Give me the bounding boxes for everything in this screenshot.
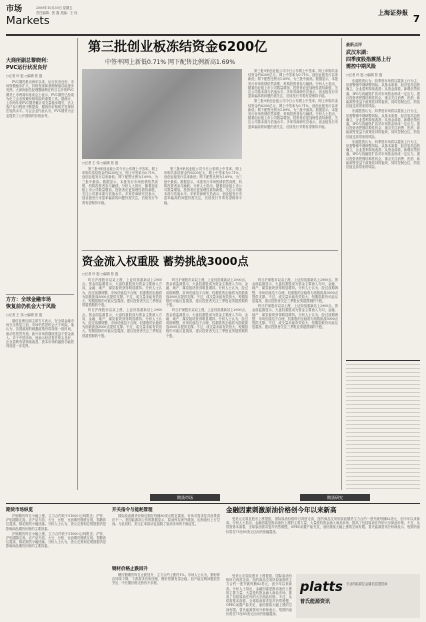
mid-body-col1 [82, 278, 162, 488]
brief-body [6, 514, 106, 618]
story2-body [6, 319, 74, 491]
story1-title [6, 58, 74, 72]
bottom-main-body-lower [226, 574, 292, 618]
mid-paragraph-3: 昨日沪深股市双双上涨，上证综指重新站上2900点。资金面监测显示，大盘权重股成为资金主要流入方向，金融、地产、煤炭板块获得明显增持。分析人士认为，经过前期调整，市场估值趋于合理，权重股的企稳将为指数挑战3000点提供支撑。不过，成交量未能有效放大，短期指数仍可能反复震荡，建议投资者关注三季报业绩超预期的个股。 [166, 278, 248, 308]
right-byline: ○记者 叶 挺 ○编辑 张 磊 [346, 73, 383, 77]
section-name-en: Markets [6, 14, 50, 27]
right-paragraph: 东湖投资认为，四季度市场将以震荡上行为主，但需警惕中期调整风险。从基本面看，经济复苏趋势确立，企业盈利持续改善；从资金面看，新增信贷回落，IPO与再融资扩容对市场资金形成一定压力。建议投资者把握结构性机会，重点关注消费、医药、新能源等受益于政策扶持的板块，同时控制仓位，防范估值过高带来的风险。 [346, 79, 420, 109]
brief-title: 期货市场纵览 [6, 508, 33, 513]
col2-body [112, 514, 220, 564]
right-title [346, 50, 420, 71]
lead-paragraph: 第三批9家创业板公司今日公布网上中签率。网上申购共冻结资金约6200亿元，网上中签率为0.71%，创创业板发行以来新低；网下配售比例为1.69%，为三批中最高。数据显示，本批发行市场热情依然高涨，机构投资者参与踊跃。分析人士指出，随着创业板上市公司数量增加，投资者应更加理性看待新股，关注公司基本面与估值水平。多家券商研究员表示，创业板发行市盈率偏高的问题仍需关注，后续发行节奏有望保持平稳。 [82, 167, 158, 205]
paper-name: 上海证券报 [377, 10, 408, 17]
editor-line: 责任编辑：张 磊 美编：王 伟 [36, 11, 78, 15]
mid-paragraph: 昨日沪深股市双双上涨，上证综指重新站上2900点。资金面监测显示，大盘权重股成为资金主要流入方向，金融、地产、煤炭板块获得明显增持。分析人士认为，经过前期调整，市场估值趋于合理，权重股的企稳将为指数挑战3000点提供支撑。不过，成交量未能有效放大，短期指数仍可能反复震荡，建议投资者关注三季报业绩超预期的个股。 [82, 278, 162, 308]
lead-body-col2 [164, 167, 242, 247]
bottom-main-body [226, 517, 420, 573]
platts-logo: platts [300, 580, 343, 595]
right-title-line3: 需控中期风险 [346, 64, 377, 70]
lead-bottom-rule [82, 250, 338, 251]
mid-paragraph-2: 昨日沪深股市双双上涨，上证综指重新站上2900点。资金面监测显示，大盘权重股成为资金主要流入方向，金融、地产、煤炭板块获得明显增持。分析人士认为，经过前期调整，市场估值趋于合理，权重股的企稳将为指数挑战3000点提供支撑。不过，成交量未能有效放大，短期指数仍可能反复震荡，建议投资者关注三季报业绩超预期的个股。 [82, 308, 162, 338]
story2-title-line2: 恢复前仍机会大于风险 [6, 304, 57, 310]
col3-title: 钢材价格止跌回升 [112, 567, 148, 572]
banner-futures-research: 期货研究 [300, 494, 370, 501]
lead-body-col1 [82, 167, 158, 247]
story1-title-line1: 大商所副总黎晓利： [6, 58, 52, 64]
mid-headline: 资金流入权重股 蓄势挑战3000点 [82, 255, 249, 268]
lead-subhead: 中签率网上新低0.71% 网下配售比例新高1.69% [105, 59, 236, 66]
story2-title-line1: 方方：全球金融市场 [6, 297, 52, 303]
lead-photo [82, 69, 242, 159]
story2-title [6, 297, 74, 311]
right-label: 最新点评 [346, 42, 362, 47]
right-paragraph-3: 东湖投资认为，四季度市场将以震荡上行为主，但需警惕中期调整风险。从基本面看，经济复苏趋势确立，企业盈利持续改善；从资金面看，新增信贷回落，IPO与再融资扩容对市场资金形成一定压力。建议投资者把握结构性机会，重点关注消费、医药、新能源等受益于政策扶持的板块，同时控制仓位，防范估值过高带来的风险。 [346, 139, 420, 170]
col3-body [112, 573, 220, 618]
bottom-main-paragraph-2: 受美元走弱及股市上涨提振，国际原油价格昨日再度走高，纽约商品交易所原油期货主力合约一度突破每桶82美元，创今年以来新高。分析人士指出，金融因素是推动油价上涨的主要力量，大量投机资金涌入商品市场，推高了包括原油在内的大宗商品价格。不过，从供需基本面看，全球原油需求复苏仍然缓慢，OPEC闲置产能充足，油价继续大幅上涨的空间有限。普氏能源资讯分析师表示，短期内油价将在75至85美元区间内宽幅震荡。 [226, 574, 292, 616]
platts-note: 专业的能源及金属信息提供商 [346, 582, 388, 586]
banner-futures-market: 期货市场 [150, 494, 220, 501]
story1-byline: ○记者 叶 挺 ○编辑 张 磊 [6, 74, 43, 78]
masthead-rule [6, 34, 420, 36]
lead-body-col3 [248, 69, 338, 247]
mid-paragraph-4: 昨日沪深股市双双上涨，上证综指重新站上2900点。资金面监测显示，大盘权重股成为资金主要流入方向，金融、地产、煤炭板块获得明显增持。分析人士认为，经过前期调整，市场估值趋于合理，权重股的企稳将为指数挑战3000点提供支撑。不过，成交量未能有效放大，短期指数仍可能反复震荡，建议投资者关注三季报业绩超预期的个股。 [166, 308, 248, 338]
mid-paragraph-6: 昨日沪深股市双双上涨，上证综指重新站上2900点。资金面监测显示，大盘权重股成为资金主要流入方向，金融、地产、煤炭板块获得明显增持。分析人士认为，经过前期调整，市场估值趋于合理，权重股的企稳将为指数挑战3000点提供支撑。不过，成交量未能有效放大，短期指数仍可能反复震荡，建议投资者关注三季报业绩超预期的个股。 [252, 304, 338, 330]
date-line: 2009年10月30日 星期五 [36, 6, 73, 10]
brief-paragraph-2: 沪铜期货昨日小幅上涨，主力合约收于51000元/吨附近；沪锌、沪铝跟随走高。农产品方面，大豆、豆粕、豆油期货涨跌互现，郑糖高位震荡，棉花期货小幅回落。分析人士认为，美元走势和宏观数据仍是影响商品期货价格的主要因素。 [6, 531, 106, 549]
bottom-main-headline: 金融因素刺激原油价格创今年以来新高 [226, 506, 337, 514]
lead-paragraph-2: 第三批9家创业板公司今日公布网上中签率。网上申购共冻结资金约6200亿元，网上中签率为0.71%，创创业板发行以来新低；网下配售比例为1.69%，为三批中最高。数据显示，本批发行市场热情依然高涨，机构投资者参与踊跃。分析人士指出，随着创业板上市公司数量增加，投资者应更加理性看待新股，关注公司基本面与估值水平。多家券商研究员表示，创业板发行市盈率偏高的问题仍需关注，后续发行节奏有望保持平稳。 [164, 167, 242, 205]
right-paragraph-2: 东湖投资认为，四季度市场将以震荡上行为主，但需警惕中期调整风险。从基本面看，经济复苏趋势确立，企业盈利持续改善；从资金面看，新增信贷回落，IPO与再融资扩容对市场资金形成一定压力。建议投资者把握结构性机会，重点关注消费、医药、新能源等受益于政策扶持的板块，同时控制仓位，防范估值过高带来的风险。 [346, 109, 420, 139]
bottom-section-rule [6, 503, 420, 504]
lead-headline: 第三批创业板冻结资金6200亿 [88, 40, 268, 55]
right-body [346, 79, 420, 357]
lead-paragraph-4: 第三批9家创业板公司今日公布网上中签率。网上申购共冻结资金约6200亿元，网上中签率为0.71%，创创业板发行以来新低；网下配售比例为1.69%，为三批中最高。数据显示，本批发行市场热情依然高涨，机构投资者参与踊跃。分析人士指出，随着创业板上市公司数量增加，投资者应更加理性看待新股，关注公司基本面与估值水平。多家券商研究员表示，创业板发行市盈率偏高的问题仍需关注，后续发行节奏有望保持平稳。 [248, 99, 338, 129]
right-title-line1: 武汉东湖： [346, 50, 372, 56]
story1-paragraph: PVC期货推出两年以来，运行状况良好，市场规模稳步扩大，价格发现和套期保值功能逐步发挥。大商所副总经理黎晓利在昨日召开的PVC期货上市两周年座谈会上表示，PVC期货已经成为化工企业规避价格风险的重要工具。据统计，上市两年来PVC期货累计成交量稳步增长，法人客户参与程度不断提高，期现货价格相关性保持在较高水平。与会企业代表认为，PVC期货为企业提供了公开透明的价格参考。 [6, 80, 74, 118]
lead-paragraph-3: 第三批9家创业板公司今日公布网上中签率。网上申购共冻结资金约6200亿元，网上中签率为0.71%，创创业板发行以来新低；网下配售比例为1.69%，为三批中最高。数据显示，本批发行市场热情依然高涨，机构投资者参与踊跃。分析人士指出，随着创业板上市公司数量增加，投资者应更加理性看待新股，关注公司基本面与估值水平。多家券商研究员表示，创业板发行市盈率偏高的问题仍需关注，后续发行节奏有望保持平稳。 [248, 69, 338, 99]
section-name-cn: 市场 [6, 4, 22, 13]
story2-paragraph: 瑞信亚洲区副主席方方表示，在全球金融市场完全恢复之前，市场仍然是机会大于风险。他认为，各国政府的刺激政策仍将持续一段时间，流动性依然充裕，新兴市场将继续受益于资金流入。对于中国市场，他表示经济复苏势头良好，企业盈利有望持续改善，资本市场的融资功能将得到进一步发挥。 [6, 319, 74, 349]
mid-body-col3 [252, 278, 338, 488]
brief-paragraph: 沪铜期货昨日小幅上涨，主力合约收于51000元/吨附近；沪锌、沪铝跟随走高。农产品方面，大豆、豆粕、豆油期货涨跌互现，郑糖高位震荡，棉花期货小幅回落。分析人士认为，美元走势和宏观数据仍是影响商品期货价格的主要因素。 [6, 514, 106, 531]
right-vertical-rule [341, 38, 342, 490]
right-title-line2: 四季度股指震荡上行 [346, 57, 392, 63]
col2-paragraph: 国际原油期货价格近期在每桶80美元附近震荡，市场对需求复苏前景看法不一。美国能源部公布的数据显示，原油库存意外增加，压制油价上行空间。与此同时，美元汇率波动也加剧了原油市场的不确定性。 [112, 514, 220, 527]
right-data-table [346, 360, 420, 489]
story1-body [6, 80, 74, 292]
mid-paragraph-5: 昨日沪深股市双双上涨，上证综指重新站上2900点。资金面监测显示，大盘权重股成为资金主要流入方向，金融、地产、煤炭板块获得明显增持。分析人士认为，经过前期调整，市场估值趋于合理，权重股的企稳将为指数挑战3000点提供支撑。不过，成交量未能有效放大，短期指数仍可能反复震荡，建议投资者关注三季报业绩超预期的个股。 [252, 278, 338, 304]
bottom-main-paragraph: 受美元走弱及股市上涨提振，国际原油价格昨日再度走高，纽约商品交易所原油期货主力合约一度突破每桶82美元，创今年以来新高。分析人士指出，金融因素是推动油价上涨的主要力量，大量投机资金涌入商品市场，推高了包括原油在内的大宗商品价格。不过，从供需基本面看，全球原油需求复苏仍然缓慢，OPEC闲置产能充足，油价继续大幅上涨的空间有限。普氏能源资讯分析师表示，短期内油价将在75至85美元区间内宽幅震荡。 [226, 517, 420, 534]
lead-byline: ○记者 王 伟 ○编辑 张 磊 [82, 161, 119, 165]
col2-title: 开关指令与能耗管理 [112, 508, 153, 513]
story1-title-line2: PVC运行状况良好 [6, 65, 48, 71]
left-divider [6, 294, 74, 295]
left-vertical-rule [77, 38, 78, 490]
mid-body-col2 [166, 278, 248, 488]
platts-advertisement [296, 574, 420, 618]
page-number: 7 [413, 14, 420, 25]
platts-subtitle: 普氏能源资讯 [300, 599, 331, 605]
story2-byline: ○记者 王 伟 ○编辑 张 磊 [6, 313, 43, 317]
mid-byline: ○记者 叶 挺 ○编辑 张 磊 [82, 272, 119, 276]
col3-paragraph: 螺纹钢期货昨日止跌回升，主力合约上涨约1%。市场人士认为，钢材库存持续下降，下游需求有所回暖，钢价短期有望企稳。但产能过剩问题依然突出，中长期价格走势仍不乐观。 [112, 573, 220, 586]
